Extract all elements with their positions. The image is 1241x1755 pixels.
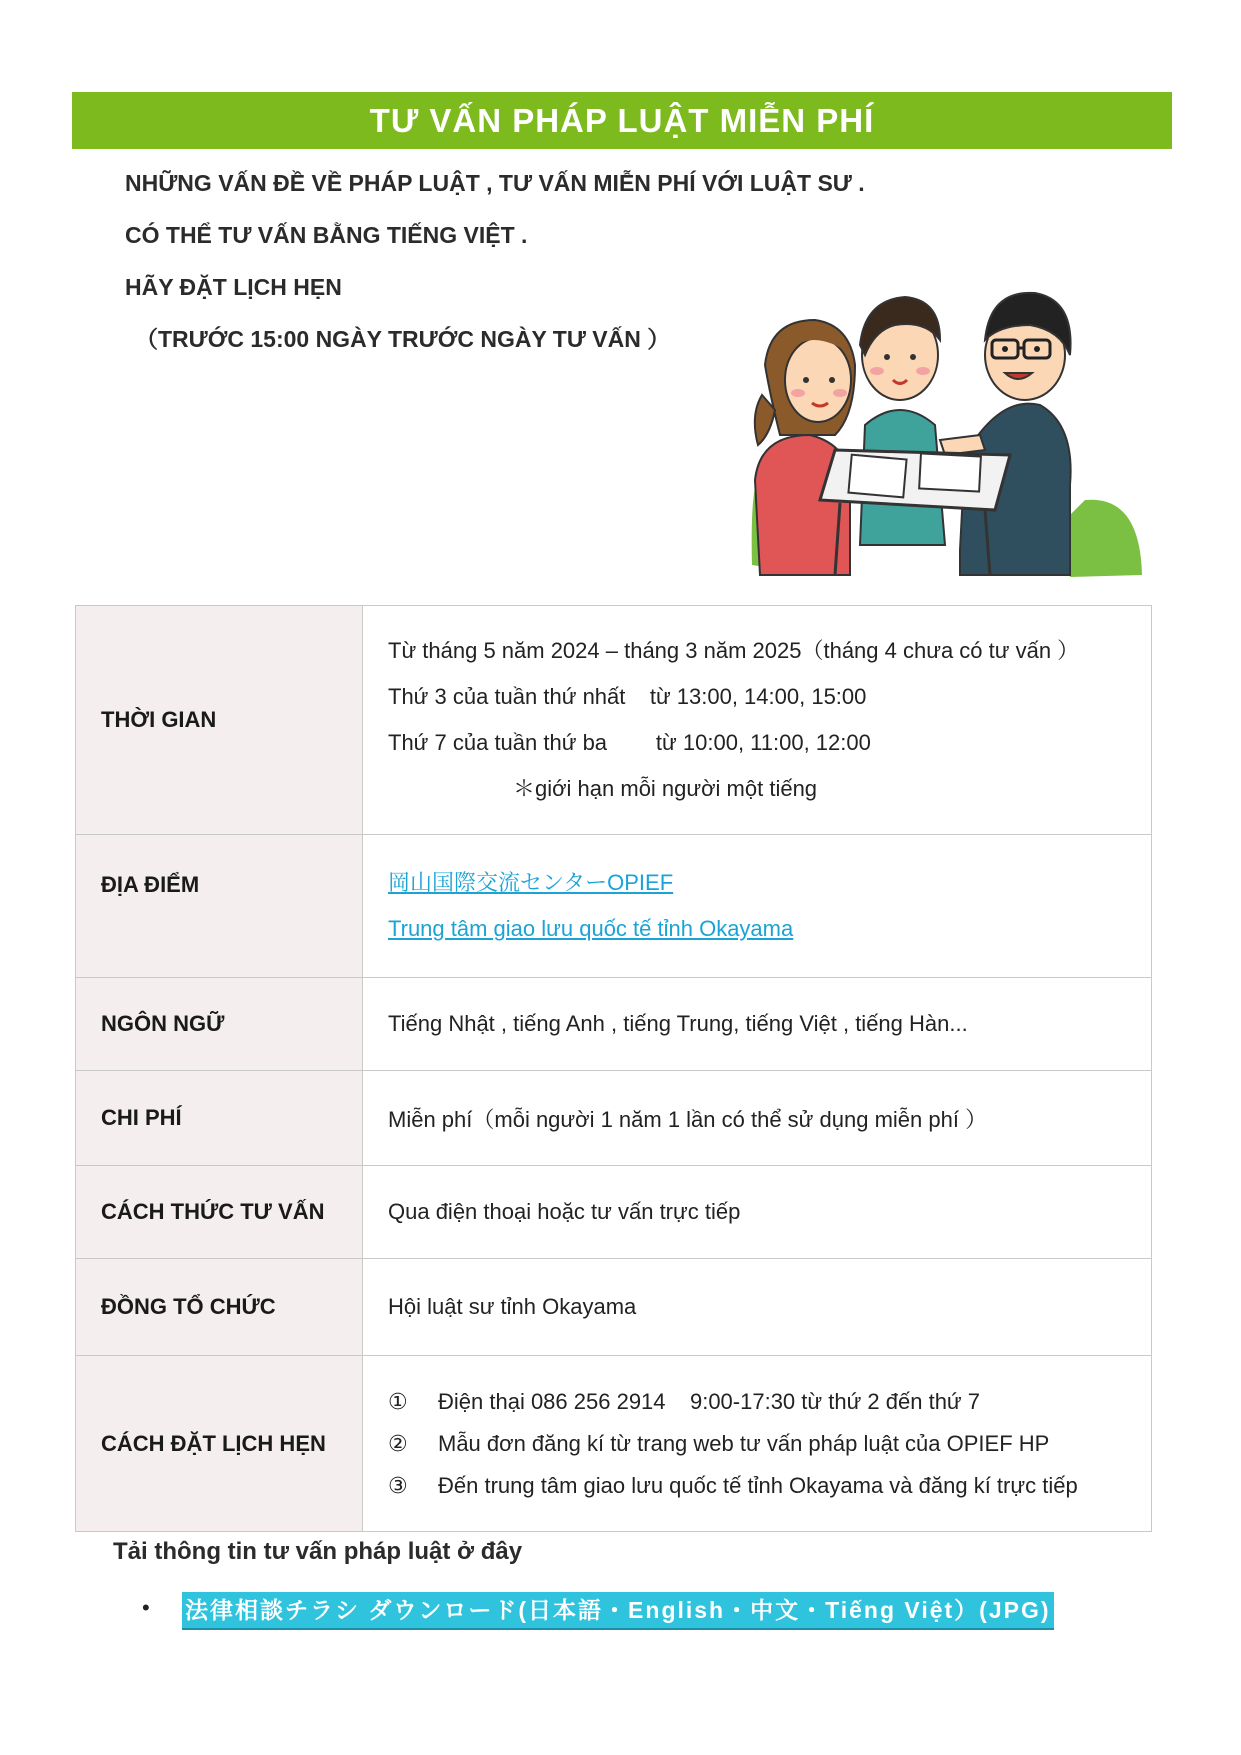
value-cohost: Hội luật sư tỉnh Okayama	[363, 1259, 1152, 1356]
booking-item: ① Điện thại 086 256 2914 9:00-17:30 từ thứ 2 đến thứ 7	[388, 1388, 981, 1414]
table-row-cohost	[76, 1259, 1152, 1356]
info-table	[75, 605, 1152, 1532]
table-row-cost	[76, 1071, 1152, 1166]
table-row-language	[76, 978, 1152, 1071]
label-place: ĐỊA ĐIỂM	[76, 835, 363, 978]
table-row-method	[76, 1166, 1152, 1259]
place-link-japanese[interactable]: 岡山国際交流センターOPIEF	[388, 870, 674, 895]
intro-line-4: （TRƯỚC 15:00 NGÀY TRƯỚC NGÀY TƯ VẤN ）	[135, 326, 671, 352]
table-row-place	[76, 835, 1152, 978]
bullet-icon: •	[142, 1595, 150, 1620]
value-time	[363, 606, 1152, 835]
value-language: Tiếng Nhật , tiếng Anh , tiếng Trung, tiếng Việt , tiếng Hàn...	[363, 978, 1152, 1071]
page-banner-title: TƯ VẤN PHÁP LUẬT MIỄN PHÍ	[72, 92, 1172, 149]
flyer-download-link[interactable]: 法律相談チラシ ダウンロード(日本語・English・中文・Tiếng Việt）(JPG)	[182, 1592, 1054, 1630]
table-row-time	[76, 606, 1152, 835]
booking-item: ③ Đến trung tâm giao lưu quốc tế tỉnh Okayama và đăng kí trực tiếp	[388, 1472, 1078, 1498]
place-link-vietnamese[interactable]: Trung tâm giao lưu quốc tế tỉnh Okayama	[388, 916, 794, 941]
intro-line-1: NHỮNG VẤN ĐỀ VỀ PHÁP LUẬT , TƯ VẤN MIỄN PHÍ VỚI LUẬT SƯ .	[125, 170, 865, 196]
booking-item: ② Mẫu đơn đăng kí từ trang web tư vấn pháp luật của OPIEF HP	[388, 1430, 1050, 1456]
label-time: THỜI GIAN	[76, 606, 363, 835]
value-place	[363, 835, 1152, 978]
time-slot-1: Thứ 3 của tuần thứ nhất từ 13:00, 14:00, 15:00	[388, 684, 867, 709]
intro-line-3: HÃY ĐẶT LỊCH HẸN	[125, 274, 342, 300]
table-row-booking	[76, 1356, 1152, 1532]
value-method: Qua điện thoại hoặc tư vấn trực tiếp	[363, 1166, 1152, 1259]
label-cohost: ĐỒNG TỔ CHỨC	[76, 1259, 363, 1356]
time-note: ＊giới hạn mỗi người một tiếng	[513, 776, 818, 801]
consultation-illustration-icon	[740, 285, 1150, 590]
time-period: Từ tháng 5 năm 2024 – tháng 3 năm 2025（tháng 4 chưa có tư vấn ）	[388, 638, 1080, 663]
label-booking: CÁCH ĐẶT LỊCH HẸN	[76, 1356, 363, 1532]
label-method: CÁCH THỨC TƯ VẤN	[76, 1166, 363, 1259]
value-booking	[363, 1356, 1152, 1532]
time-slot-2: Thứ 7 của tuần thứ ba từ 10:00, 11:00, 12:00	[388, 730, 871, 755]
intro-line-2: CÓ THỂ TƯ VẤN BẰNG TIẾNG VIỆT .	[125, 222, 528, 248]
label-language: NGÔN NGỮ	[76, 978, 363, 1071]
label-cost: CHI PHÍ	[76, 1071, 363, 1166]
value-cost: Miễn phí（mỗi người 1 năm 1 lần có thể sử dụng miễn phí ）	[363, 1071, 1152, 1166]
download-section-title: Tải thông tin tư vấn pháp luật ở đây	[113, 1538, 523, 1565]
